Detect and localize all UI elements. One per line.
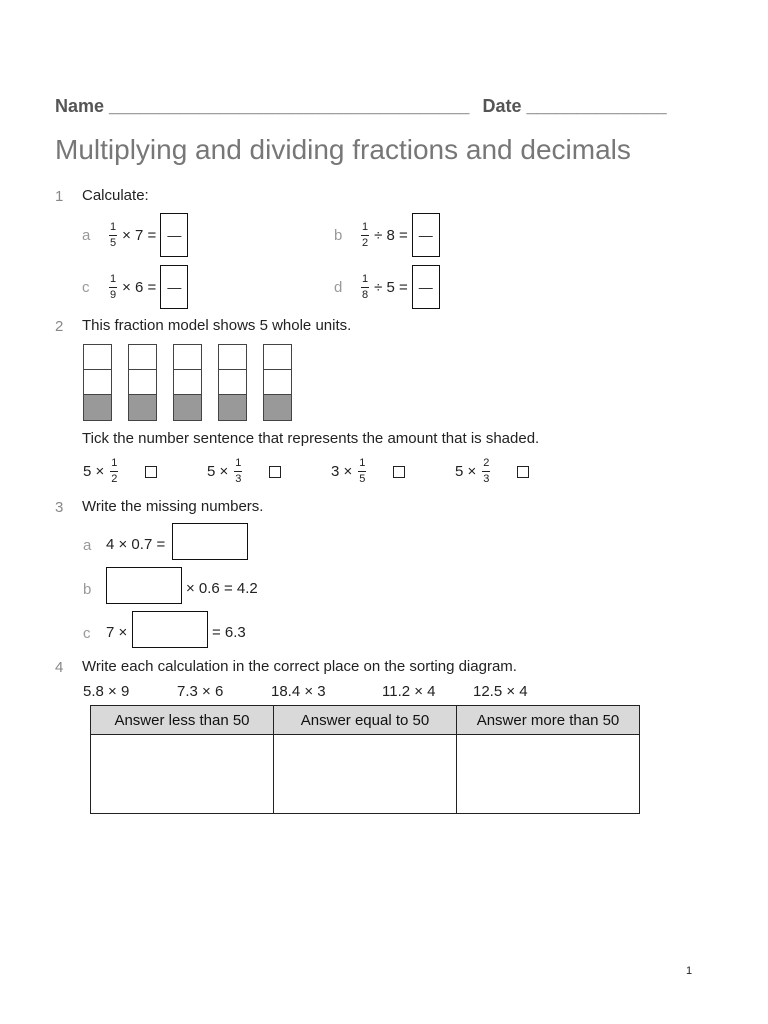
q3-b-answer-box[interactable]: [106, 567, 182, 604]
q1-item-d: [334, 265, 440, 309]
tick-option-1: [83, 458, 157, 485]
q1-item-b: [334, 213, 440, 257]
q3-c-letter: c: [83, 625, 91, 642]
tick-option-4-whole: 5 ×: [455, 463, 477, 480]
column-equal-to-50: Answer equal to 50: [274, 706, 457, 735]
q3-a-answer-box[interactable]: [172, 523, 248, 560]
question-3-text: Write the missing numbers.: [82, 498, 264, 515]
drop-zone-equal-to-50[interactable]: [274, 735, 457, 814]
fraction-model: [83, 344, 292, 421]
question-1-number: 1: [55, 188, 64, 205]
question-4-number: 4: [55, 659, 64, 676]
column-less-than-50: Answer less than 50: [91, 706, 274, 735]
q3-b-expression: × 0.6 = 4.2: [186, 580, 258, 597]
q1-item-a-answer-box[interactable]: —: [160, 213, 188, 257]
q1-item-d-fraction: $\frac{1}{8}$: [362, 272, 369, 301]
tick-option-3-whole: 3 ×: [331, 463, 353, 480]
tick-option-3-fraction: $\frac{1}{5}$: [359, 457, 366, 485]
tick-option-3: [331, 458, 405, 485]
date-line[interactable]: ______________: [526, 96, 667, 116]
column-more-than-50: Answer more than 50: [457, 706, 640, 735]
fraction-model-unit: [218, 344, 247, 421]
header: [55, 96, 667, 117]
q1-item-b-operation: ÷ 8 =: [374, 226, 408, 244]
sorting-diagram: [90, 705, 640, 814]
q1-item-c-letter: c: [82, 278, 90, 296]
q3-c-answer-box[interactable]: [132, 611, 208, 648]
q3-c-expression-start: 7 ×: [106, 624, 128, 641]
calculation-item[interactable]: 18.4 × 3: [271, 683, 326, 700]
calculation-item[interactable]: 5.8 × 9: [83, 683, 130, 700]
q1-item-b-letter: b: [334, 226, 343, 244]
q1-item-c-answer-box[interactable]: —: [160, 265, 188, 309]
calculation-item[interactable]: 11.2 × 4: [382, 683, 436, 700]
q1-item-c: [82, 265, 188, 309]
question-1-text: Calculate:: [82, 187, 149, 204]
tick-option-4-checkbox[interactable]: [517, 466, 529, 478]
q1-item-d-operation: ÷ 5 =: [374, 278, 408, 296]
tick-option-2-checkbox[interactable]: [269, 466, 281, 478]
q3-b-letter: b: [83, 581, 92, 598]
fraction-model-unit: [128, 344, 157, 421]
q3-c-expression-end: = 6.3: [212, 624, 246, 641]
q1-item-d-letter: d: [334, 278, 343, 296]
q1-item-a-fraction: $\frac{1}{5}$: [110, 220, 117, 249]
tick-option-1-whole: 5 ×: [83, 463, 105, 480]
q1-item-b-fraction: $\frac{1}{2}$: [362, 220, 369, 249]
question-4-text: Write each calculation in the correct place on the sorting diagram.: [82, 658, 517, 675]
q1-item-c-fraction: $\frac{1}{9}$: [110, 272, 117, 301]
fraction-model-unit: [263, 344, 292, 421]
tick-option-2: [207, 458, 281, 485]
question-3-number: 3: [55, 499, 64, 516]
date-label: Date: [482, 96, 522, 116]
q1-item-a-operation: × 7 =: [122, 226, 157, 244]
name-label: Name: [55, 96, 105, 116]
tick-option-4-fraction: $\frac{2}{3}$: [483, 457, 490, 485]
question-2-number: 2: [55, 318, 64, 335]
page-number: 1: [686, 965, 693, 977]
q3-a-letter: a: [83, 537, 92, 554]
tick-option-4: [455, 458, 529, 485]
tick-option-1-checkbox[interactable]: [145, 466, 157, 478]
tick-option-2-fraction: $\frac{1}{3}$: [235, 457, 242, 485]
tick-option-2-whole: 5 ×: [207, 463, 229, 480]
name-line[interactable]: ____________________________________: [109, 96, 470, 116]
fraction-model-unit: [83, 344, 112, 421]
tick-option-1-fraction: $\frac{1}{2}$: [111, 457, 118, 485]
question-2-text: This fraction model shows 5 whole units.: [82, 317, 352, 334]
drop-zone-more-than-50[interactable]: [457, 735, 640, 814]
calculation-item[interactable]: 12.5 × 4: [473, 683, 528, 700]
fraction-model-unit: [173, 344, 202, 421]
q1-item-a: [82, 213, 188, 257]
calculation-item[interactable]: 7.3 × 6: [177, 683, 224, 700]
drop-zone-less-than-50[interactable]: [91, 735, 274, 814]
q3-a-expression: 4 × 0.7 =: [106, 536, 166, 553]
q1-item-c-operation: × 6 =: [122, 278, 157, 296]
tick-instruction: Tick the number sentence that represents the amount that is shaded.: [82, 430, 540, 447]
page-title: Multiplying and dividing fractions and decimals: [55, 134, 631, 165]
tick-option-3-checkbox[interactable]: [393, 466, 405, 478]
q1-item-b-answer-box[interactable]: —: [412, 213, 440, 257]
q1-item-a-letter: a: [82, 226, 91, 244]
q1-item-d-answer-box[interactable]: —: [412, 265, 440, 309]
